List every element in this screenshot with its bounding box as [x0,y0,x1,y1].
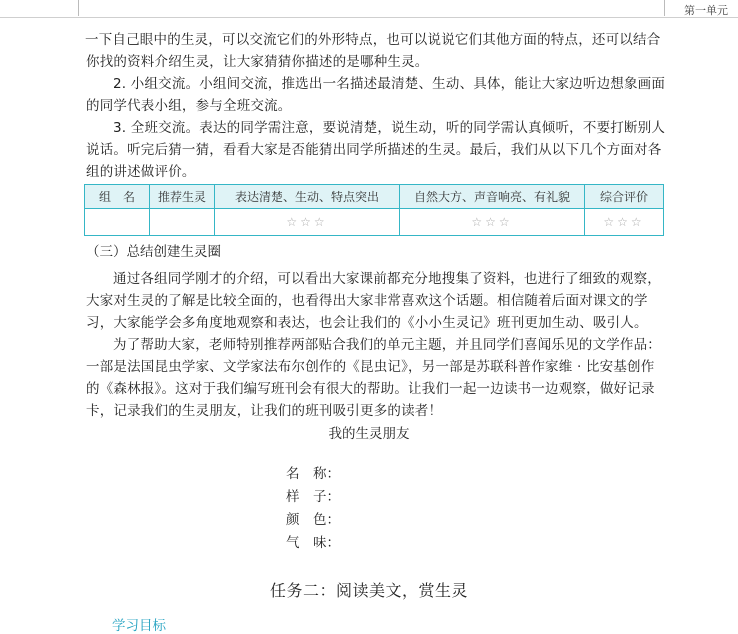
task-title: 任务二：阅读美文，赏生灵 [269,581,468,600]
table-cell-stars: ☆☆☆ [400,209,585,236]
record-field-color: 颜 色： [286,512,340,528]
crop-mark-left [78,0,79,16]
record-field-name: 名 称： [286,466,340,482]
table-header-cell: 自然大方、声音响亮、有礼貌 [400,185,585,209]
paragraph-class-exchange: 3. 全班交流。表达的同学需注意，要说清楚，说生动，听的同学需认真倾听，不要打断别人说话。听完后猜一猜，看看大家是否能猜出同学所描述的生灵。最后，我们从以下几个方面对各组的讲述做评价。 [86,120,666,180]
table-header-cell: 组 名 [85,185,150,209]
paragraph-group-exchange: 2. 小组交流。小组间交流，推选出一名描述最清楚、生动、具体，能让大家边听边想象画面的同学代表小组，参与全班交流。 [86,76,666,114]
table-header-cell: 推荐生灵 [150,185,215,209]
record-field-smell: 气 味： [286,535,340,551]
table-cell [150,209,215,236]
table-row [85,209,664,236]
unit-label: 第一单元 [684,4,728,17]
table-cell-stars: ☆☆☆ [215,209,400,236]
paragraph-intro: 一下自己眼中的生灵，可以交流它们的外形特点，也可以说说它们其他方面的特点，还可以结合你找的资料介绍生灵，让大家猜猜你描述的是哪种生灵。 [85,32,661,70]
section-title: （三）总结创建生灵圈 [86,244,221,260]
crop-mark-right [664,0,665,16]
paragraph-recommendation: 为了帮助大家，老师特别推荐两部贴合我们的单元主题，并且同学们喜闻乐见的文学作品：一部是法国昆虫学家、文学家法布尔创作的《昆虫记》，另一部是苏联科普作家维 · 比安基创作的《森林报》。这对于我们编写班刊会有很大的帮助。让我们一起一边读书一边观察，做好记录卡，记录我们的生灵朋友，让我们的班刊吸引更多的读者！ [86,337,661,419]
header-rule [0,17,738,18]
table-header-cell: 综合评价 [585,185,664,209]
study-goal-heading: 学习目标 [112,618,166,634]
evaluation-table [84,184,664,236]
table-cell [85,209,150,236]
table-cell-stars: ☆☆☆ [585,209,664,236]
table-header-row [85,185,664,209]
paragraph-summary: 通过各组同学刚才的介绍，可以看出大家课前都充分地搜集了资料，也进行了细致的观察，大家对生灵的了解是比较全面的，也看得出大家非常喜欢这个话题。相信随着后面对课文的学习，大家能学会多角度地观察和表达，也会让我们的《小小生灵记》班刊更加生动、吸引人。 [86,271,661,331]
record-card-title: 我的生灵朋友 [328,426,410,442]
table-header-cell: 表达清楚、生动、特点突出 [215,185,400,209]
record-field-look: 样 子： [286,489,340,505]
